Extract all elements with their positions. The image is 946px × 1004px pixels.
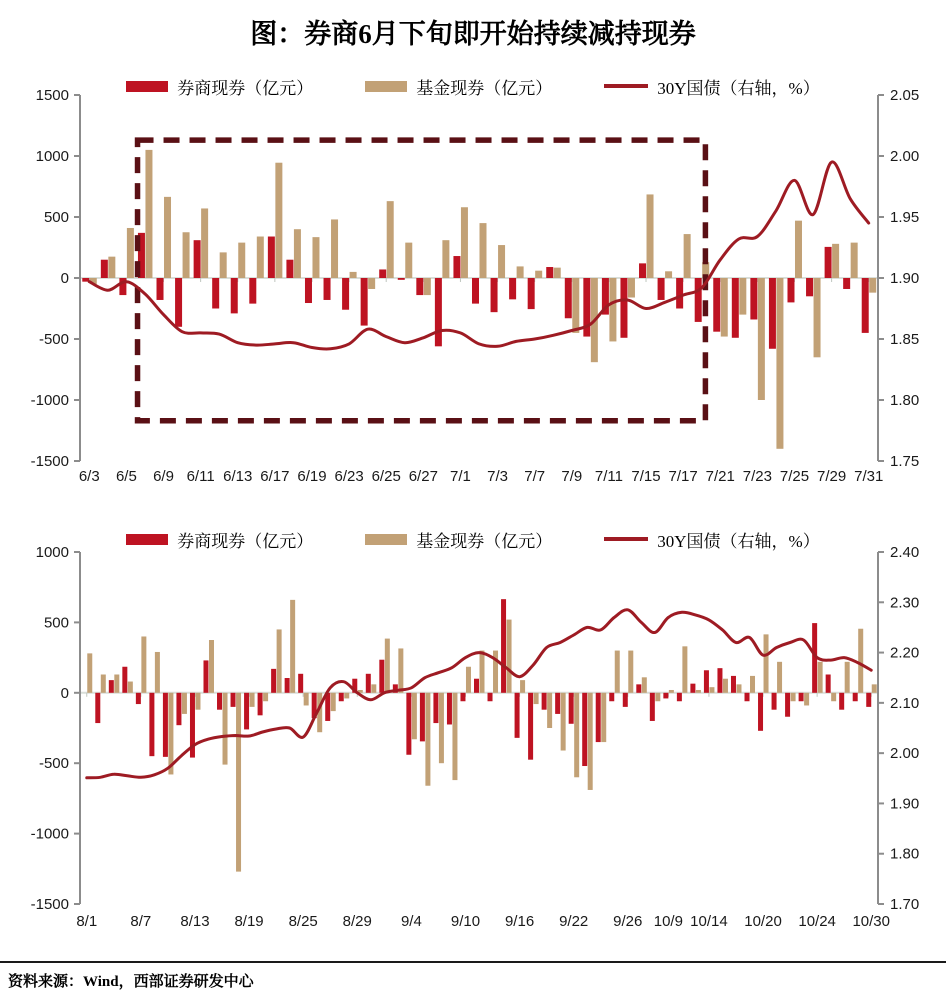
fund-bar xyxy=(145,150,152,278)
broker-bar xyxy=(271,669,276,693)
broker-bar xyxy=(806,278,813,296)
fund-bar xyxy=(858,629,863,693)
fund-bar xyxy=(398,648,403,692)
x-axis-tick-label: 9/26 xyxy=(613,913,643,930)
fund-bar xyxy=(108,257,115,278)
broker-bar xyxy=(285,678,290,693)
fund-bar xyxy=(275,163,282,278)
fund-bar xyxy=(736,684,741,692)
fund-bar xyxy=(195,693,200,710)
fund-bar xyxy=(572,278,579,333)
fund-bar xyxy=(405,243,412,278)
fund-bar xyxy=(350,272,357,278)
fund-bar xyxy=(461,207,468,278)
x-axis-tick-label: 6/3 xyxy=(78,468,100,485)
x-axis-tick-label: 6/27 xyxy=(408,468,438,485)
left-axis-tick-label: -1500 xyxy=(30,453,69,470)
fund-bar xyxy=(804,693,809,706)
broker-bar xyxy=(596,693,601,742)
broker-bar xyxy=(460,693,465,701)
fund-bar xyxy=(466,667,471,693)
legend-chart2 xyxy=(0,530,946,551)
fund-bar xyxy=(547,693,552,728)
broker-bar xyxy=(324,278,331,300)
x-axis-tick-label: 7/7 xyxy=(524,468,546,485)
bond-line-swatch-icon xyxy=(604,84,648,88)
fund-bar xyxy=(795,221,802,278)
broker-bar xyxy=(361,278,368,326)
fund-bar xyxy=(845,662,850,693)
broker-bar xyxy=(398,278,405,280)
broker-bar xyxy=(488,693,493,701)
broker-bar xyxy=(758,693,763,731)
broker-bar xyxy=(677,693,682,701)
fund-bar xyxy=(294,229,301,278)
fund-bar xyxy=(647,194,654,278)
broker-bar xyxy=(866,693,871,707)
right-axis-tick-label: 1.85 xyxy=(890,331,920,348)
broker-bar xyxy=(231,693,236,707)
broker-bar xyxy=(212,278,219,309)
fund-bar xyxy=(520,680,525,693)
fund-bar xyxy=(312,237,319,278)
fund-bar xyxy=(141,636,146,692)
fund-bar xyxy=(851,243,858,278)
broker-bar xyxy=(717,668,722,693)
x-axis-tick-label: 9/4 xyxy=(400,913,422,930)
x-axis-tick-label: 8/1 xyxy=(76,913,98,930)
broker-bar xyxy=(732,278,739,338)
fund-bar xyxy=(814,278,821,357)
broker-bar xyxy=(136,693,141,704)
left-axis-tick-label: -1500 xyxy=(30,896,69,913)
fund-bar xyxy=(480,223,487,278)
broker-bar xyxy=(231,278,238,313)
fund-bar xyxy=(723,679,728,693)
broker-bar xyxy=(826,674,831,692)
left-axis-tick-label: -500 xyxy=(38,331,69,348)
broker-bar xyxy=(453,256,460,278)
fund-bar xyxy=(250,693,255,707)
broker-bar xyxy=(101,260,108,278)
broker-swatch-icon xyxy=(126,81,168,92)
broker-bar xyxy=(501,599,506,693)
broker-bar xyxy=(379,660,384,693)
fund-bar xyxy=(750,676,755,693)
fund-bar xyxy=(263,693,268,701)
fund-bar xyxy=(387,201,394,278)
broker-bar xyxy=(713,278,720,332)
fund-bar xyxy=(236,693,241,872)
right-axis-tick-label: 1.80 xyxy=(890,392,920,409)
x-axis-tick-label: 9/10 xyxy=(450,913,481,930)
x-axis-tick-label: 6/19 xyxy=(297,468,327,485)
fund-bar xyxy=(257,237,264,278)
x-axis-tick-label: 10/9 xyxy=(653,913,683,930)
x-axis-tick-label: 6/11 xyxy=(186,468,215,485)
broker-bar xyxy=(217,693,222,710)
broker-bar xyxy=(339,693,344,701)
left-axis-tick-label: -1000 xyxy=(30,392,69,409)
fund-bar xyxy=(535,271,542,278)
x-axis-tick-label: 7/3 xyxy=(487,468,508,485)
legend-item-broker xyxy=(126,527,313,552)
broker-bar xyxy=(122,667,127,693)
x-axis-tick-label: 6/13 xyxy=(223,468,253,485)
broker-bar xyxy=(366,674,371,693)
fund-bar xyxy=(588,693,593,790)
right-axis-tick-label: 2.00 xyxy=(890,745,920,763)
legend-label-fund: 基金现券（亿元） xyxy=(416,531,553,551)
right-axis-tick-label: 2.30 xyxy=(890,594,920,612)
broker-bar xyxy=(623,693,628,707)
fund-bar xyxy=(480,651,485,693)
broker-bar xyxy=(109,680,114,693)
broker-bar xyxy=(785,693,790,717)
legend-label-broker: 券商现券（亿元） xyxy=(177,531,314,551)
right-axis-tick-label: 1.75 xyxy=(890,453,920,470)
broker-bar xyxy=(420,693,425,742)
broker-bar xyxy=(750,278,757,319)
fund-bar xyxy=(831,693,836,701)
source-note: 资料来源：Wind，西部证券研发中心 xyxy=(8,974,254,990)
fund-bar xyxy=(424,278,431,295)
broker-bar xyxy=(149,693,154,756)
right-axis-tick-label: 2.10 xyxy=(890,694,920,712)
fund-bar xyxy=(684,234,691,278)
fund-bar xyxy=(452,693,457,780)
fund-bar xyxy=(574,693,579,777)
right-axis-tick-label: 1.80 xyxy=(890,845,920,863)
broker-bar xyxy=(95,693,100,723)
fund-bar xyxy=(764,634,769,692)
fund-bar xyxy=(791,693,796,701)
broker-bar xyxy=(862,278,869,333)
fund-bar xyxy=(220,252,227,278)
x-axis-tick-label: 7/1 xyxy=(450,468,471,485)
broker-bar xyxy=(472,278,479,304)
broker-bar xyxy=(731,676,736,693)
right-axis-tick-label: 1.95 xyxy=(890,209,920,226)
right-axis-tick-label: 1.90 xyxy=(890,270,920,287)
broker-bar xyxy=(244,693,249,730)
fund-bar xyxy=(439,693,444,763)
x-axis-tick-label: 8/25 xyxy=(288,913,318,930)
x-axis-tick-label: 7/29 xyxy=(817,468,847,485)
page-title: 图：券商6月下旬即开始持续减持现券 xyxy=(250,19,696,49)
broker-bar xyxy=(704,670,709,693)
broker-bar xyxy=(620,278,627,338)
fund-bar xyxy=(818,662,823,693)
x-axis-tick-label: 7/21 xyxy=(705,468,735,485)
x-axis-tick-label: 7/11 xyxy=(594,468,623,485)
legend-item-bond xyxy=(604,74,819,99)
left-axis-tick-label: -1000 xyxy=(30,825,69,843)
fund-bar xyxy=(368,278,375,289)
fund-bar xyxy=(534,693,539,704)
fund-bar xyxy=(498,245,505,278)
fund-bar xyxy=(87,653,92,692)
broker-bar xyxy=(249,278,256,304)
broker-swatch-icon xyxy=(126,534,168,545)
broker-bar xyxy=(258,693,263,716)
fund-bar xyxy=(425,693,430,786)
fund-bar xyxy=(209,640,214,693)
fund-bar xyxy=(128,682,133,693)
left-axis-tick-label: 0 xyxy=(60,684,69,702)
fund-bar xyxy=(517,266,524,278)
legend-label-bond: 30Y国债（右轴，%） xyxy=(657,531,820,551)
fund-bar xyxy=(201,208,208,278)
x-axis-tick-label: 8/19 xyxy=(234,913,264,930)
broker-bar xyxy=(787,278,794,302)
fund-bar xyxy=(642,677,647,692)
fund-bar xyxy=(872,684,877,692)
fund-bar xyxy=(739,278,746,315)
fund-swatch-icon xyxy=(365,534,407,545)
broker-bar xyxy=(843,278,850,289)
broker-bar xyxy=(639,263,646,278)
broker-bar xyxy=(515,693,520,738)
broker-bar xyxy=(379,269,386,278)
broker-bar xyxy=(582,693,587,766)
x-axis-tick-label: 10/20 xyxy=(744,913,782,930)
broker-bar xyxy=(676,278,683,309)
broker-bar xyxy=(663,693,668,699)
broker-bar xyxy=(528,693,533,760)
broker-bar xyxy=(163,693,168,757)
fund-bar xyxy=(155,652,160,693)
right-axis-tick-label: 1.70 xyxy=(890,896,920,913)
broker-bar xyxy=(157,278,164,300)
fund-bar xyxy=(832,244,839,278)
x-axis-tick-label: 10/24 xyxy=(798,913,836,930)
broker-bar xyxy=(546,267,553,278)
broker-bar xyxy=(695,278,702,322)
broker-bar xyxy=(569,693,574,724)
right-axis-tick-label: 2.40 xyxy=(890,544,920,561)
right-axis-tick-label: 2.20 xyxy=(890,644,920,662)
fund-bar xyxy=(709,687,714,693)
fund-bar xyxy=(561,693,566,751)
legend-item-fund xyxy=(365,74,552,99)
fund-bar xyxy=(331,693,336,711)
fund-bar xyxy=(238,243,245,278)
bond-line-swatch-icon xyxy=(604,537,648,541)
fund-bar xyxy=(669,690,674,693)
broker-bar xyxy=(406,693,411,755)
broker-bar xyxy=(650,693,655,721)
x-axis-tick-label: 9/22 xyxy=(559,913,589,930)
broker-bar xyxy=(636,684,641,692)
broker-bar xyxy=(474,679,479,693)
broker-bar xyxy=(565,278,572,318)
broker-bar xyxy=(769,278,776,349)
broker-bar xyxy=(528,278,535,309)
legend-label-bond: 30Y国债（右轴，%） xyxy=(657,78,820,98)
broker-bar xyxy=(491,278,498,312)
legend-label-broker: 券商现券（亿元） xyxy=(177,78,314,98)
broker-bar xyxy=(176,693,181,725)
fund-bar xyxy=(758,278,765,400)
broker-bar xyxy=(342,278,349,310)
x-axis-tick-label: 6/23 xyxy=(334,468,364,485)
x-axis-tick-label: 9/16 xyxy=(504,913,535,930)
broker-bar xyxy=(509,278,516,299)
fund-bar xyxy=(371,684,376,692)
x-axis-tick-label: 10/30 xyxy=(852,913,891,930)
fund-bar xyxy=(665,271,672,278)
left-axis-tick-label: 500 xyxy=(43,209,69,226)
fund-bar xyxy=(601,693,606,742)
x-axis-tick-label: 7/17 xyxy=(668,468,698,485)
broker-bar xyxy=(745,693,750,701)
fund-bar xyxy=(183,232,190,278)
broker-bar xyxy=(772,693,777,710)
x-axis-tick-label: 6/9 xyxy=(153,468,174,485)
fund-bar xyxy=(277,629,282,692)
broker-bar xyxy=(542,693,547,710)
x-axis-tick-label: 7/31 xyxy=(854,468,884,485)
legend-item-bond xyxy=(604,527,819,552)
fund-bar xyxy=(554,268,561,278)
right-axis-tick-label: 2.00 xyxy=(890,148,920,165)
legend-item-broker xyxy=(126,74,313,99)
broker-bar xyxy=(690,684,695,693)
fund-bar xyxy=(777,662,782,693)
fund-bar xyxy=(127,228,134,278)
fund-bar xyxy=(114,674,119,692)
left-axis-tick-label: -500 xyxy=(38,755,69,773)
right-axis-tick-label: 2.05 xyxy=(890,87,920,104)
fund-bar xyxy=(721,278,728,337)
fund-swatch-icon xyxy=(365,81,407,92)
fund-bar xyxy=(164,197,171,278)
fund-bar xyxy=(290,600,295,693)
x-axis-tick-label: 10/14 xyxy=(690,913,728,930)
right-axis-tick-label: 1.90 xyxy=(890,795,920,813)
x-axis-tick-label: 6/17 xyxy=(260,468,290,485)
left-axis-tick-label: 1500 xyxy=(35,87,69,104)
left-axis-tick-label: 0 xyxy=(60,270,69,287)
fund-bar xyxy=(609,278,616,341)
fund-bar xyxy=(101,674,106,692)
broker-bar xyxy=(839,693,844,710)
broker-bar xyxy=(268,237,275,278)
x-axis-tick-label: 8/13 xyxy=(180,913,210,930)
broker-bar xyxy=(447,693,452,725)
fund-bar xyxy=(507,620,512,693)
x-axis-tick-label: 6/25 xyxy=(371,468,401,485)
broker-bar xyxy=(799,693,804,701)
fund-bar xyxy=(223,693,228,765)
broker-bar xyxy=(555,693,560,714)
broker-bar xyxy=(203,660,208,692)
x-axis-tick-label: 6/5 xyxy=(115,468,137,485)
broker-bar xyxy=(175,278,182,327)
footer-divider xyxy=(0,961,946,963)
x-axis-tick-label: 8/29 xyxy=(342,913,372,930)
fund-bar xyxy=(869,278,876,293)
fund-bar xyxy=(682,646,687,692)
legend-label-fund: 基金现券（亿元） xyxy=(416,78,553,98)
legend-item-fund xyxy=(365,527,552,552)
broker-bar xyxy=(435,278,442,346)
fund-bar xyxy=(655,693,660,701)
broker-bar xyxy=(305,278,312,303)
left-axis-tick-label: 1000 xyxy=(35,544,69,561)
fund-bar xyxy=(615,651,620,693)
x-axis-tick-label: 7/23 xyxy=(742,468,772,485)
broker-bar xyxy=(609,693,614,701)
fund-bar xyxy=(776,278,783,449)
broker-bar xyxy=(416,278,423,295)
fund-bar xyxy=(304,693,309,706)
x-axis-tick-label: 7/9 xyxy=(561,468,583,485)
broker-bar xyxy=(658,278,665,300)
fund-bar xyxy=(696,690,701,693)
broker-bar xyxy=(853,693,858,701)
broker-bar xyxy=(825,247,832,278)
fund-bar xyxy=(412,693,417,739)
fund-bar xyxy=(344,693,349,699)
fund-bar xyxy=(385,639,390,693)
x-axis-tick-label: 8/7 xyxy=(130,913,152,930)
x-axis-tick-label: 7/15 xyxy=(631,468,661,485)
broker-bar xyxy=(194,240,201,278)
left-axis-tick-label: 500 xyxy=(43,614,69,632)
broker-bar xyxy=(433,693,438,723)
left-axis-tick-label: 1000 xyxy=(35,148,69,165)
broker-bar xyxy=(286,260,293,278)
fund-bar xyxy=(442,240,449,278)
fund-bar xyxy=(182,693,187,714)
fund-bar xyxy=(628,651,633,693)
fund-bar xyxy=(331,219,338,278)
broker-bar xyxy=(298,674,303,693)
fund-bar xyxy=(628,278,635,298)
x-axis-tick-label: 7/25 xyxy=(779,468,810,485)
